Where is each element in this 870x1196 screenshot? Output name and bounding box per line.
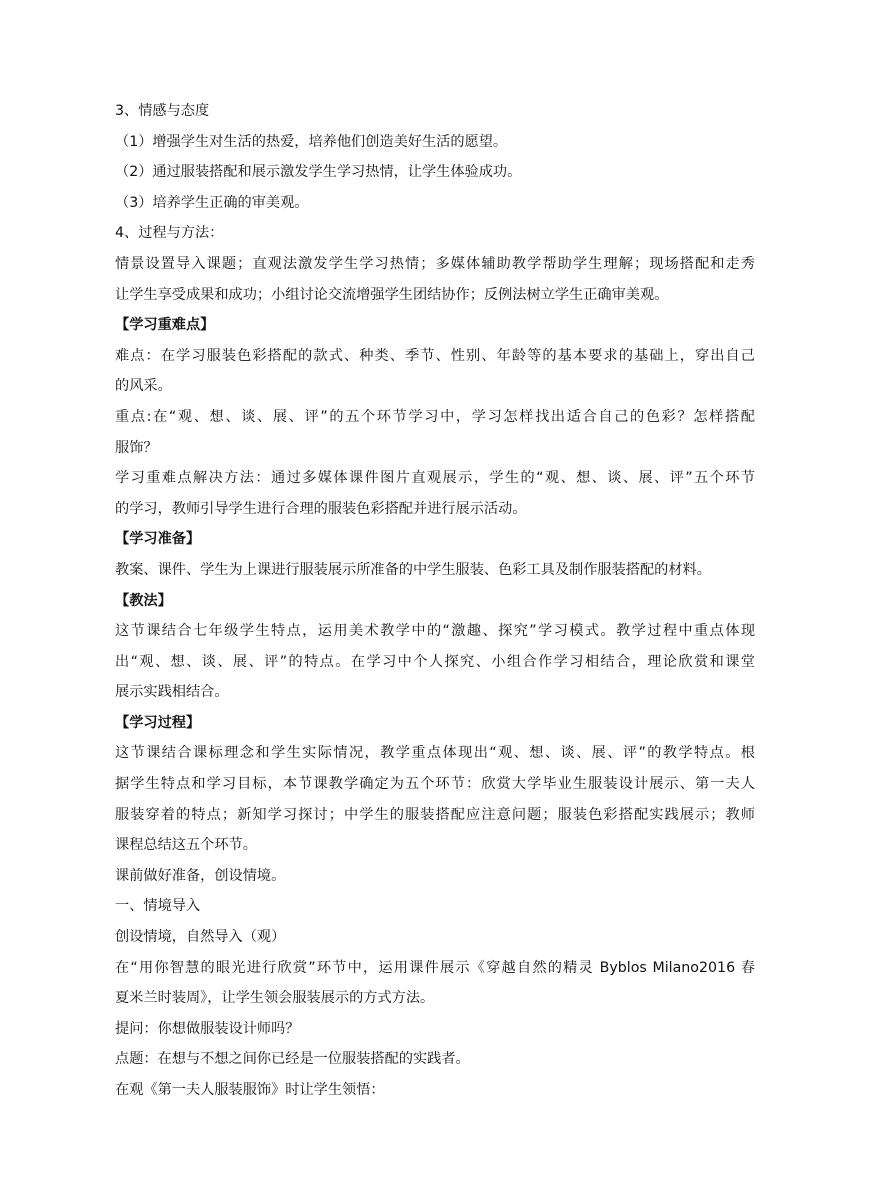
document-body [115,96,755,1106]
heading-process-method: 4、过程与方法： [115,225,224,242]
heading-situation-introduction: 一、情境导入 [115,898,201,915]
paragraph-line: 提问：你想做服装设计师吗？ [115,1020,300,1037]
paragraph-line: 教案、课件、学生为上课进行服装展示所准备的中学生服装、色彩工具及制作服装搭配的材料。 [115,561,711,578]
paragraph-line: 展示实践相结合。 [115,684,229,701]
list-item-1: （1）增强学生对生活的热爱，培养他们创造美好生活的愿望。 [115,133,508,150]
paragraph-line: 服装穿着的特点；新知学习探讨；中学生的服装搭配应注意问题；服装色彩搭配实践展示；教师 [115,806,755,823]
paragraph-line: 课程总结这五个环节。 [115,837,257,854]
paragraph-line: 的学习，教师引导学生进行合理的服装色彩搭配并进行展示活动。 [115,500,527,517]
paragraph-line: 夏米兰时装周》，让学生领会服装展示的方式方法。 [115,990,435,1007]
paragraph-line: 出“观、想、谈、展、评”的特点。在学习中个人探究、小组合作学习相结合，理论欣赏和课堂 [115,653,755,670]
paragraph-line: 课前做好准备，创设情境。 [115,867,286,884]
paragraph-line: 这节课结合课标理念和学生实际情况，教学重点体现出“观、想、谈、展、评”的教学特点。根 [115,745,755,762]
section-heading-key-difficult-points: 【学习重难点】 [115,317,215,334]
list-item-2: （2）通过服装搭配和展示激发学生学习热情，让学生体验成功。 [115,164,522,181]
paragraph-line: 这节课结合七年级学生特点，运用美术教学中的“激趣、探究”学习模式。教学过程中重点体现 [115,623,756,640]
paragraph-line: 重点:在“观、想、谈、展、评”的五个环节学习中，学习怎样找出适合自己的色彩？怎样搭配 [115,408,755,425]
paragraph-line: 难点：在学习服装色彩搭配的款式、种类、季节、性别、年龄等的基本要求的基础上，穿出自己 [115,347,755,364]
paragraph-line: 情景设置导入课题；直观法激发学生学习热情；多媒体辅助教学帮助学生理解；现场搭配和走秀 [115,255,755,272]
paragraph-line: 点题：在想与不想之间你已经是一位服装搭配的实践者。 [115,1051,470,1068]
section-heading-learning-process: 【学习过程】 [115,714,201,731]
heading-emotion-attitude: 3、情感与态度 [115,103,210,119]
paragraph-line: 学习重难点解决方法：通过多媒体课件图片直观展示，学生的“观、想、谈、展、评”五个环节 [115,470,755,487]
paragraph-line: 创设情境，自然导入（观） [115,929,286,946]
section-heading-teaching-method: 【教法】 [115,592,172,609]
paragraph-line: 服饰？ [115,439,158,456]
paragraph-line: 据学生特点和学习目标，本节课教学确定为五个环节：欣赏大学毕业生服装设计展示、第一夫人 [115,776,755,793]
paragraph-line: 让学生享受成果和成功；小组讨论交流增强学生团结协作；反例法树立学生正确审美观。 [115,286,669,303]
paragraph-line: 的风采。 [115,378,172,395]
paragraph-line: 在观《第一夫人服装服饰》时让学生领悟： [115,1082,385,1098]
list-item-3: （3）培养学生正确的审美观。 [115,194,309,211]
section-heading-preparation: 【学习准备】 [115,531,201,548]
paragraph-line: 在“用你智慧的眼光进行欣赏”环节中，运用课件展示《穿越自然的精灵 Byblos Milano2016 春 [115,959,755,976]
